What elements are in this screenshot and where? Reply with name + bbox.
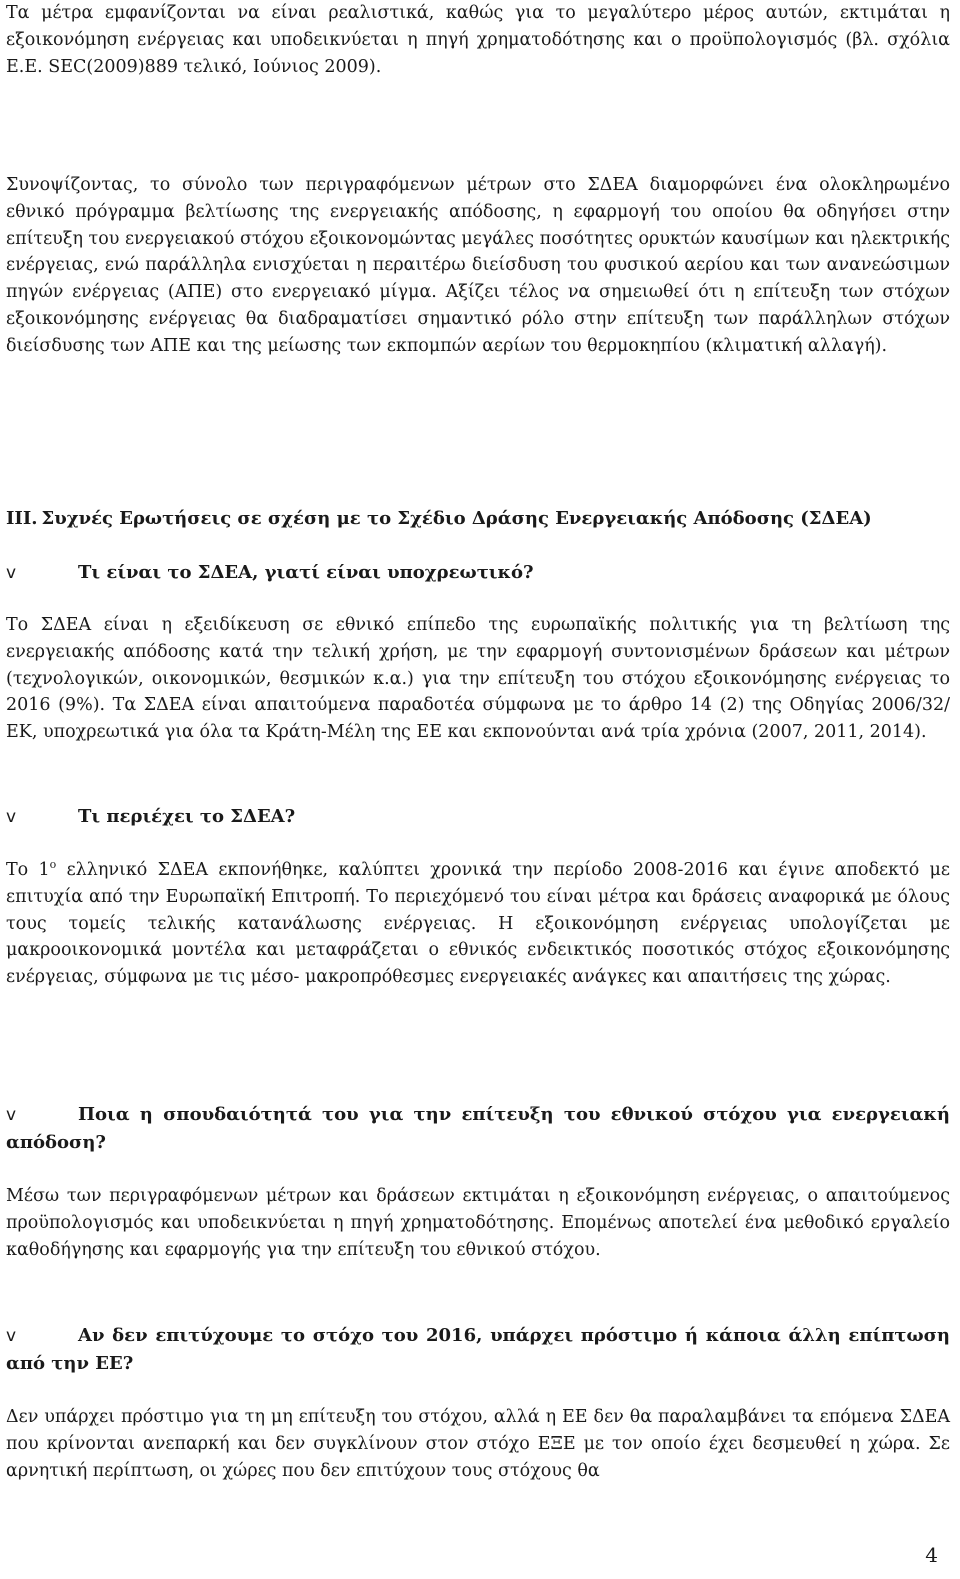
section-heading bbox=[6, 506, 950, 532]
faq-question bbox=[6, 1322, 950, 1378]
faq-answer: Μέσω των περιγραφόμενων μέτρων και δράσεων εκτιμάται η εξοικονόμηση ενέργειας, ο απαιτούμενος προϋπολογισμός και υποδεικνύεται η πηγή χρηματοδότησης. Επομένως αποτελεί ένα μεθοδικό εργαλείο καθοδήγησης και εφαρμογής για την επίτευξη του εθνικού στόχου. bbox=[6, 1186, 950, 1260]
section-title: Συχνές Ερωτήσεις σε σχέση με το Σχέδιο Δράσης Ενεργειακής Απόδοσης (ΣΔΕΑ) bbox=[41, 508, 872, 529]
intro-paragraph: Τα μέτρα εμφανίζονται να είναι ρεαλιστικά, καθώς για το μεγαλύτερο μέρος αυτών, εκτιμάται η εξοικονόμηση ενέργειας και υποδεικνύεται η πηγή χρηματοδότησης και ο προϋπολογισμός (βλ. σχόλια Ε.Ε. SEC(2009)889 τελικό, Ιούνιος 2009). bbox=[6, 3, 950, 77]
faq-question bbox=[6, 1101, 950, 1157]
faq-question bbox=[6, 803, 950, 831]
bullet-icon: v bbox=[6, 1105, 17, 1125]
faq-answer-prefix: Το 1 bbox=[6, 860, 50, 880]
ordinal-superscript: ο bbox=[49, 858, 57, 872]
page-number: 4 bbox=[925, 1543, 938, 1567]
faq-answer: Το ΣΔΕΑ είναι η εξειδίκευση σε εθνικό επίπεδο της ευρωπαϊκής πολιτικής για τη βελτίωση της ενεργειακής απόδοσης κατά την τελική χρήση, με την εφαρμογή συντονισμένων δράσεων και μέτρων (τεχνολογικών, οικονομικών, θεσμικών κ.α.) για την επίτευξη του στόχου εξοικονόμησης ενέργειας το 2016 (9%). Τα ΣΔΕΑ είναι απαιτούμενα παραδοτέα σύμφωνα με το άρθρο 14 (2) της Οδηγίας 2006/32/ΕΚ, υποχρεωτικά για όλα τα Κράτη-Μέλη της ΕΕ και εκπονούνται ανά τρία χρόνια (2007, 2011, 2014). bbox=[6, 615, 950, 743]
summary-paragraph: Συνοψίζοντας, το σύνολο των περιγραφόμενων μέτρων στο ΣΔΕΑ διαμορφώνει ένα ολοκληρωμένο εθνικό πρόγραμμα βελτίωσης της ενεργειακής απόδοσης, η εφαρμογή του οποίου θα οδηγήσει στην επίτευξη του ενεργειακού στόχου εξοικονομώντας μεγάλες ποσότητες ορυκτών καυσίμων και ηλεκτρικής ενέργειας, ενώ παράλληλα ενισχύεται η περαιτέρω διείσδυση του φυσικού αερίου και των ανανεώσιμων πηγών ενέργειας (ΑΠΕ) στο ενεργειακό μίγμα. Αξίζει τέλος να σημειωθεί ότι η επίτευξη των στόχων εξοικονόμησης ενέργειας θα διαδραματίσει σημαντικό ρόλο στην επίτευξη των παράλληλων στόχων διείσδυσης των ΑΠΕ και της μείωσης των εκπομπών αερίων του θερμοκηπίου (κλιματική αλλαγή). bbox=[6, 175, 950, 356]
faq-question-text: Ποια η σπουδαιότητά του για την επίτευξη του εθνικού στόχου για ενεργειακή απόδοση? bbox=[6, 1104, 950, 1153]
bullet-icon: v bbox=[6, 1326, 17, 1346]
bullet-icon: v bbox=[6, 807, 17, 827]
section-number: III. bbox=[6, 508, 38, 529]
bullet-icon: v bbox=[6, 563, 17, 583]
faq-question-text: Τι περιέχει το ΣΔΕΑ? bbox=[78, 806, 296, 827]
faq-question bbox=[6, 559, 950, 587]
faq-question-text: Τι είναι το ΣΔΕΑ, γιατί είναι υποχρεωτικό? bbox=[78, 562, 534, 583]
faq-answer-rest: ελληνικό ΣΔΕΑ εκπονήθηκε, καλύπτει χρονικά την περίοδο 2008-2016 και έγινε αποδεκτό με επιτυχία από την Ευρωπαϊκή Επιτροπή. Το περιεχόμενό του είναι μέτρα και δράσεις αναφορικά με όλους τους τομείς τελικής κατανάλωσης ενέργειας. Η εξοικονόμηση ενέργειας υπολογίζεται με μακροοικονομικά μοντέλα και μεταφράζεται ο εθνικός ενδεικτικός ποσοτικός στόχος εξοικονόμησης ενέργειας, σύμφωνα με τις μέσο- μακροπρόθεσμες ενεργειακές ανάγκες και απαιτήσεις της χώρας. bbox=[6, 860, 950, 988]
faq-answer bbox=[6, 857, 950, 991]
faq-question-text: Αν δεν επιτύχουμε το στόχο του 2016, υπάρχει πρόστιμο ή κάποια άλλη επίπτωση από την ΕΕ? bbox=[6, 1325, 950, 1374]
faq-answer: Δεν υπάρχει πρόστιμο για τη μη επίτευξη του στόχου, αλλά η ΕΕ δεν θα παραλαμβάνει τα επόμενα ΣΔΕΑ που κρίνονται ανεπαρκή και δεν συγκλίνουν στον στόχο ΕΞΕ με τον οποίο έχει δεσμευθεί η χώρα. Σε αρνητική περίπτωση, οι χώρες που δεν επιτύχουν τους στόχους θα bbox=[6, 1407, 950, 1481]
